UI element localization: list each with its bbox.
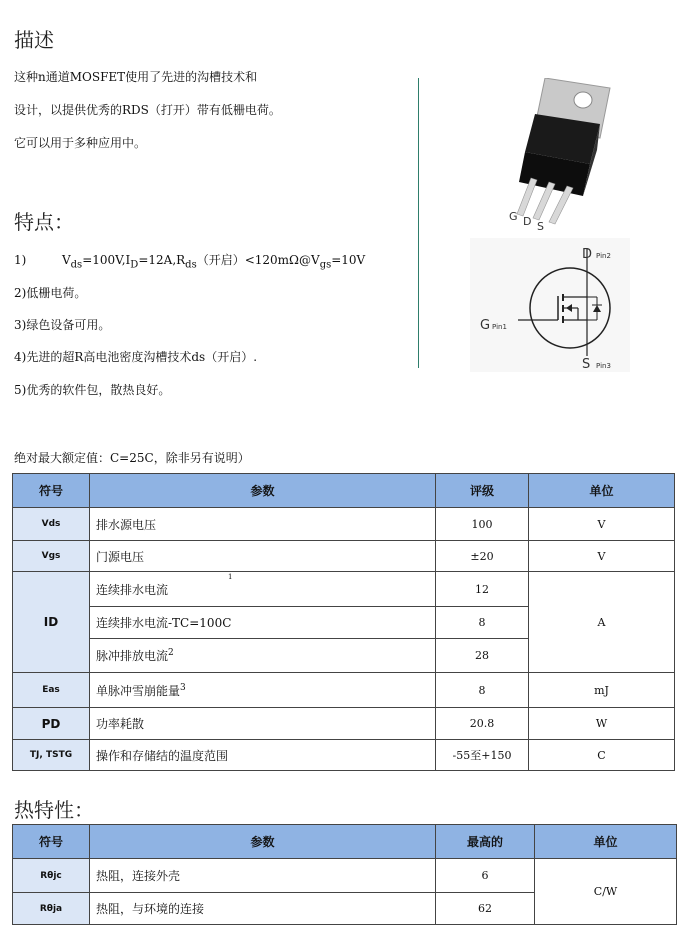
row-param: 功率耗散 (90, 708, 436, 740)
table-row (13, 508, 675, 541)
divider-line (418, 78, 419, 368)
table-row (13, 740, 675, 771)
feature-item-4: 4)先进的超R高电池密度沟槽技术ds（开启）. (14, 350, 258, 364)
row-symbol: Vgs (13, 541, 90, 572)
schem-gate-pin: Pin1 (492, 323, 507, 331)
row-symbol: ID (13, 572, 90, 673)
row-param (90, 673, 436, 708)
feature-item-1 (14, 251, 365, 270)
feature-r-sub: ds (185, 259, 197, 271)
row-symbol: Eas (13, 673, 90, 708)
header-max: 最高的 (436, 825, 535, 859)
header-unit: 单位 (529, 474, 675, 508)
row-symbol: PD (13, 708, 90, 740)
row-param: 门源电压 (90, 541, 436, 572)
row-unit: C/W (535, 859, 677, 925)
schem-drain-label: D (582, 247, 593, 262)
row-param-text: 连续排水电流 (96, 582, 169, 597)
row-param: 热阻，连接外壳 (90, 859, 436, 893)
description-line-2: 设计，以提供优秀的RDS（打开）带有低栅电荷。 (14, 103, 281, 117)
feature-mid: =100V,I (82, 253, 131, 267)
feature-tail: （开启）<120mΩ@V (196, 253, 320, 267)
row-param: 连续排水电流-TC=100C (90, 607, 436, 639)
row-param: 排水源电压 (90, 508, 436, 541)
row-param-text: 单脉冲雪崩能量 (96, 683, 181, 698)
table-row (13, 859, 677, 893)
row-unit: mJ (529, 673, 675, 708)
footnote-marker: 3 (180, 682, 186, 693)
feature-i-sub: D (130, 259, 139, 271)
schem-source-pin: Pin3 (596, 362, 611, 370)
footnote-marker: 2 (168, 648, 174, 658)
row-param: 热阻，与环境的连接 (90, 893, 436, 925)
thermal-header-row (13, 825, 677, 859)
row-unit: W (529, 708, 675, 740)
table-row (13, 673, 675, 708)
pkg-pin-d: D (523, 215, 532, 228)
row-param (90, 639, 436, 673)
header-symbol: 符号 (13, 825, 90, 859)
row-param (90, 572, 436, 607)
row-value: 20.8 (436, 708, 529, 740)
row-value: 8 (436, 673, 529, 708)
row-value: 62 (436, 893, 535, 925)
row-unit: V (529, 541, 675, 572)
pkg-pin-g: G (509, 210, 518, 223)
feature-item-5: 5)优秀的软件包，散热良好。 (14, 383, 171, 397)
row-value: 28 (436, 639, 529, 673)
row-unit: V (529, 508, 675, 541)
header-unit: 单位 (535, 825, 677, 859)
schem-drain-pin: Pin2 (596, 252, 611, 260)
header-symbol: 符号 (13, 474, 90, 508)
pkg-pin-s: S (537, 220, 544, 233)
feature-end: =10V (331, 253, 366, 267)
to220-package-image (505, 78, 625, 238)
feature-item-2: 2)低栅电荷。 (14, 286, 87, 300)
header-param: 参数 (90, 825, 436, 859)
row-symbol: Vds (13, 508, 90, 541)
footnote-marker: 1 (228, 572, 233, 581)
row-param-text: 脉冲排放电流 (96, 649, 169, 663)
row-value: 8 (436, 607, 529, 639)
schem-source-label: S (582, 357, 591, 372)
feature-v: V (61, 253, 71, 267)
table-row (13, 541, 675, 572)
mosfet-schematic (470, 238, 630, 372)
row-value: 6 (436, 859, 535, 893)
feature-item-1-num: 1) (14, 253, 27, 267)
row-value: ±20 (436, 541, 529, 572)
row-value: 100 (436, 508, 529, 541)
thermal-table (12, 824, 677, 925)
abs-max-caption: 绝对最大额定值：C=25C，除非另有说明） (14, 451, 250, 465)
description-line-3: 它可以用于多种应用中。 (14, 136, 147, 150)
row-value: 12 (436, 572, 529, 607)
table-row (13, 708, 675, 740)
row-value: -55至+150 (436, 740, 529, 771)
abs-max-header-row (13, 474, 675, 508)
row-param: 操作和存储结的温度范围 (90, 740, 436, 771)
row-symbol: Rθja (13, 893, 90, 925)
feature-mid2: =12A,R (138, 253, 186, 267)
thermal-heading: 热特性： (14, 798, 94, 822)
schem-gate-label: G (480, 318, 491, 333)
abs-max-table (12, 473, 675, 771)
header-param: 参数 (90, 474, 436, 508)
feature-v-sub: ds (70, 259, 83, 271)
description-heading: 描述 (14, 28, 54, 52)
row-symbol: TJ, TSTG (13, 740, 90, 771)
feature-vgs-sub: gs (319, 259, 332, 271)
header-rating: 评级 (436, 474, 529, 508)
table-row (13, 572, 675, 607)
row-unit: A (529, 572, 675, 673)
features-heading: 特点： (14, 210, 74, 234)
row-symbol: Rθjc (13, 859, 90, 893)
feature-item-3: 3)绿色设备可用。 (14, 318, 111, 332)
row-unit: C (529, 740, 675, 771)
description-line-1: 这种n通道MOSFET使用了先进的沟槽技术和 (14, 70, 258, 84)
